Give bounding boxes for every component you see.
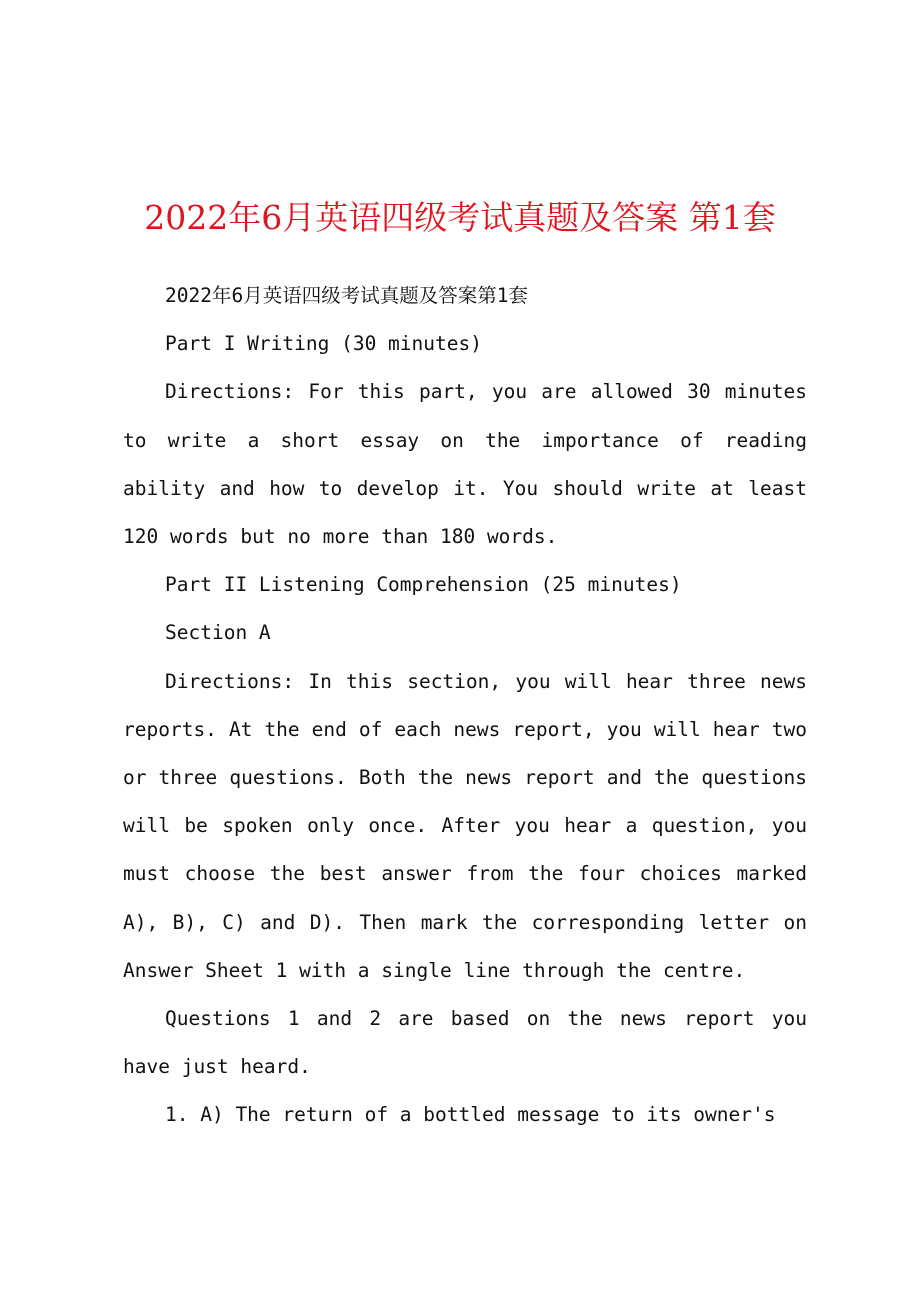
writing-directions: Directions: For this part, you are allowed 30 minutes to write a short essay on the importance of reading ability and how to develop it. You should write at least 120 words but no more than 180 words. (123, 380, 807, 549)
document-title: 2022年6月英语四级考试真题及答案 第1套 (144, 198, 776, 237)
section-a-heading: Section A (165, 621, 271, 645)
questions-intro: Questions 1 and 2 are based on the news report you have just heard. (123, 1007, 807, 1079)
doc-subtitle: 2022年6月英语四级考试真题及答案第1套 (165, 284, 528, 307)
question-1-option-a: 1. A) The return of a bottled message to its owner's (165, 1103, 776, 1127)
part-2-heading: Part II Listening Comprehension (25 minutes) (165, 573, 682, 597)
listening-directions: Directions: In this section, you will hear three news reports. At the end of each news report, you will hear two or three questions. Both the news report and the questions will be spoken only once. After you hear a question, you must choose the best answer from the four choices marked A), B), C) and D). Then mark the corresponding letter on Answer Sheet 1 with a single line through the centre. (123, 669, 807, 982)
document-body (123, 272, 807, 1140)
part-1-heading: Part I Writing (30 minutes) (165, 332, 482, 356)
